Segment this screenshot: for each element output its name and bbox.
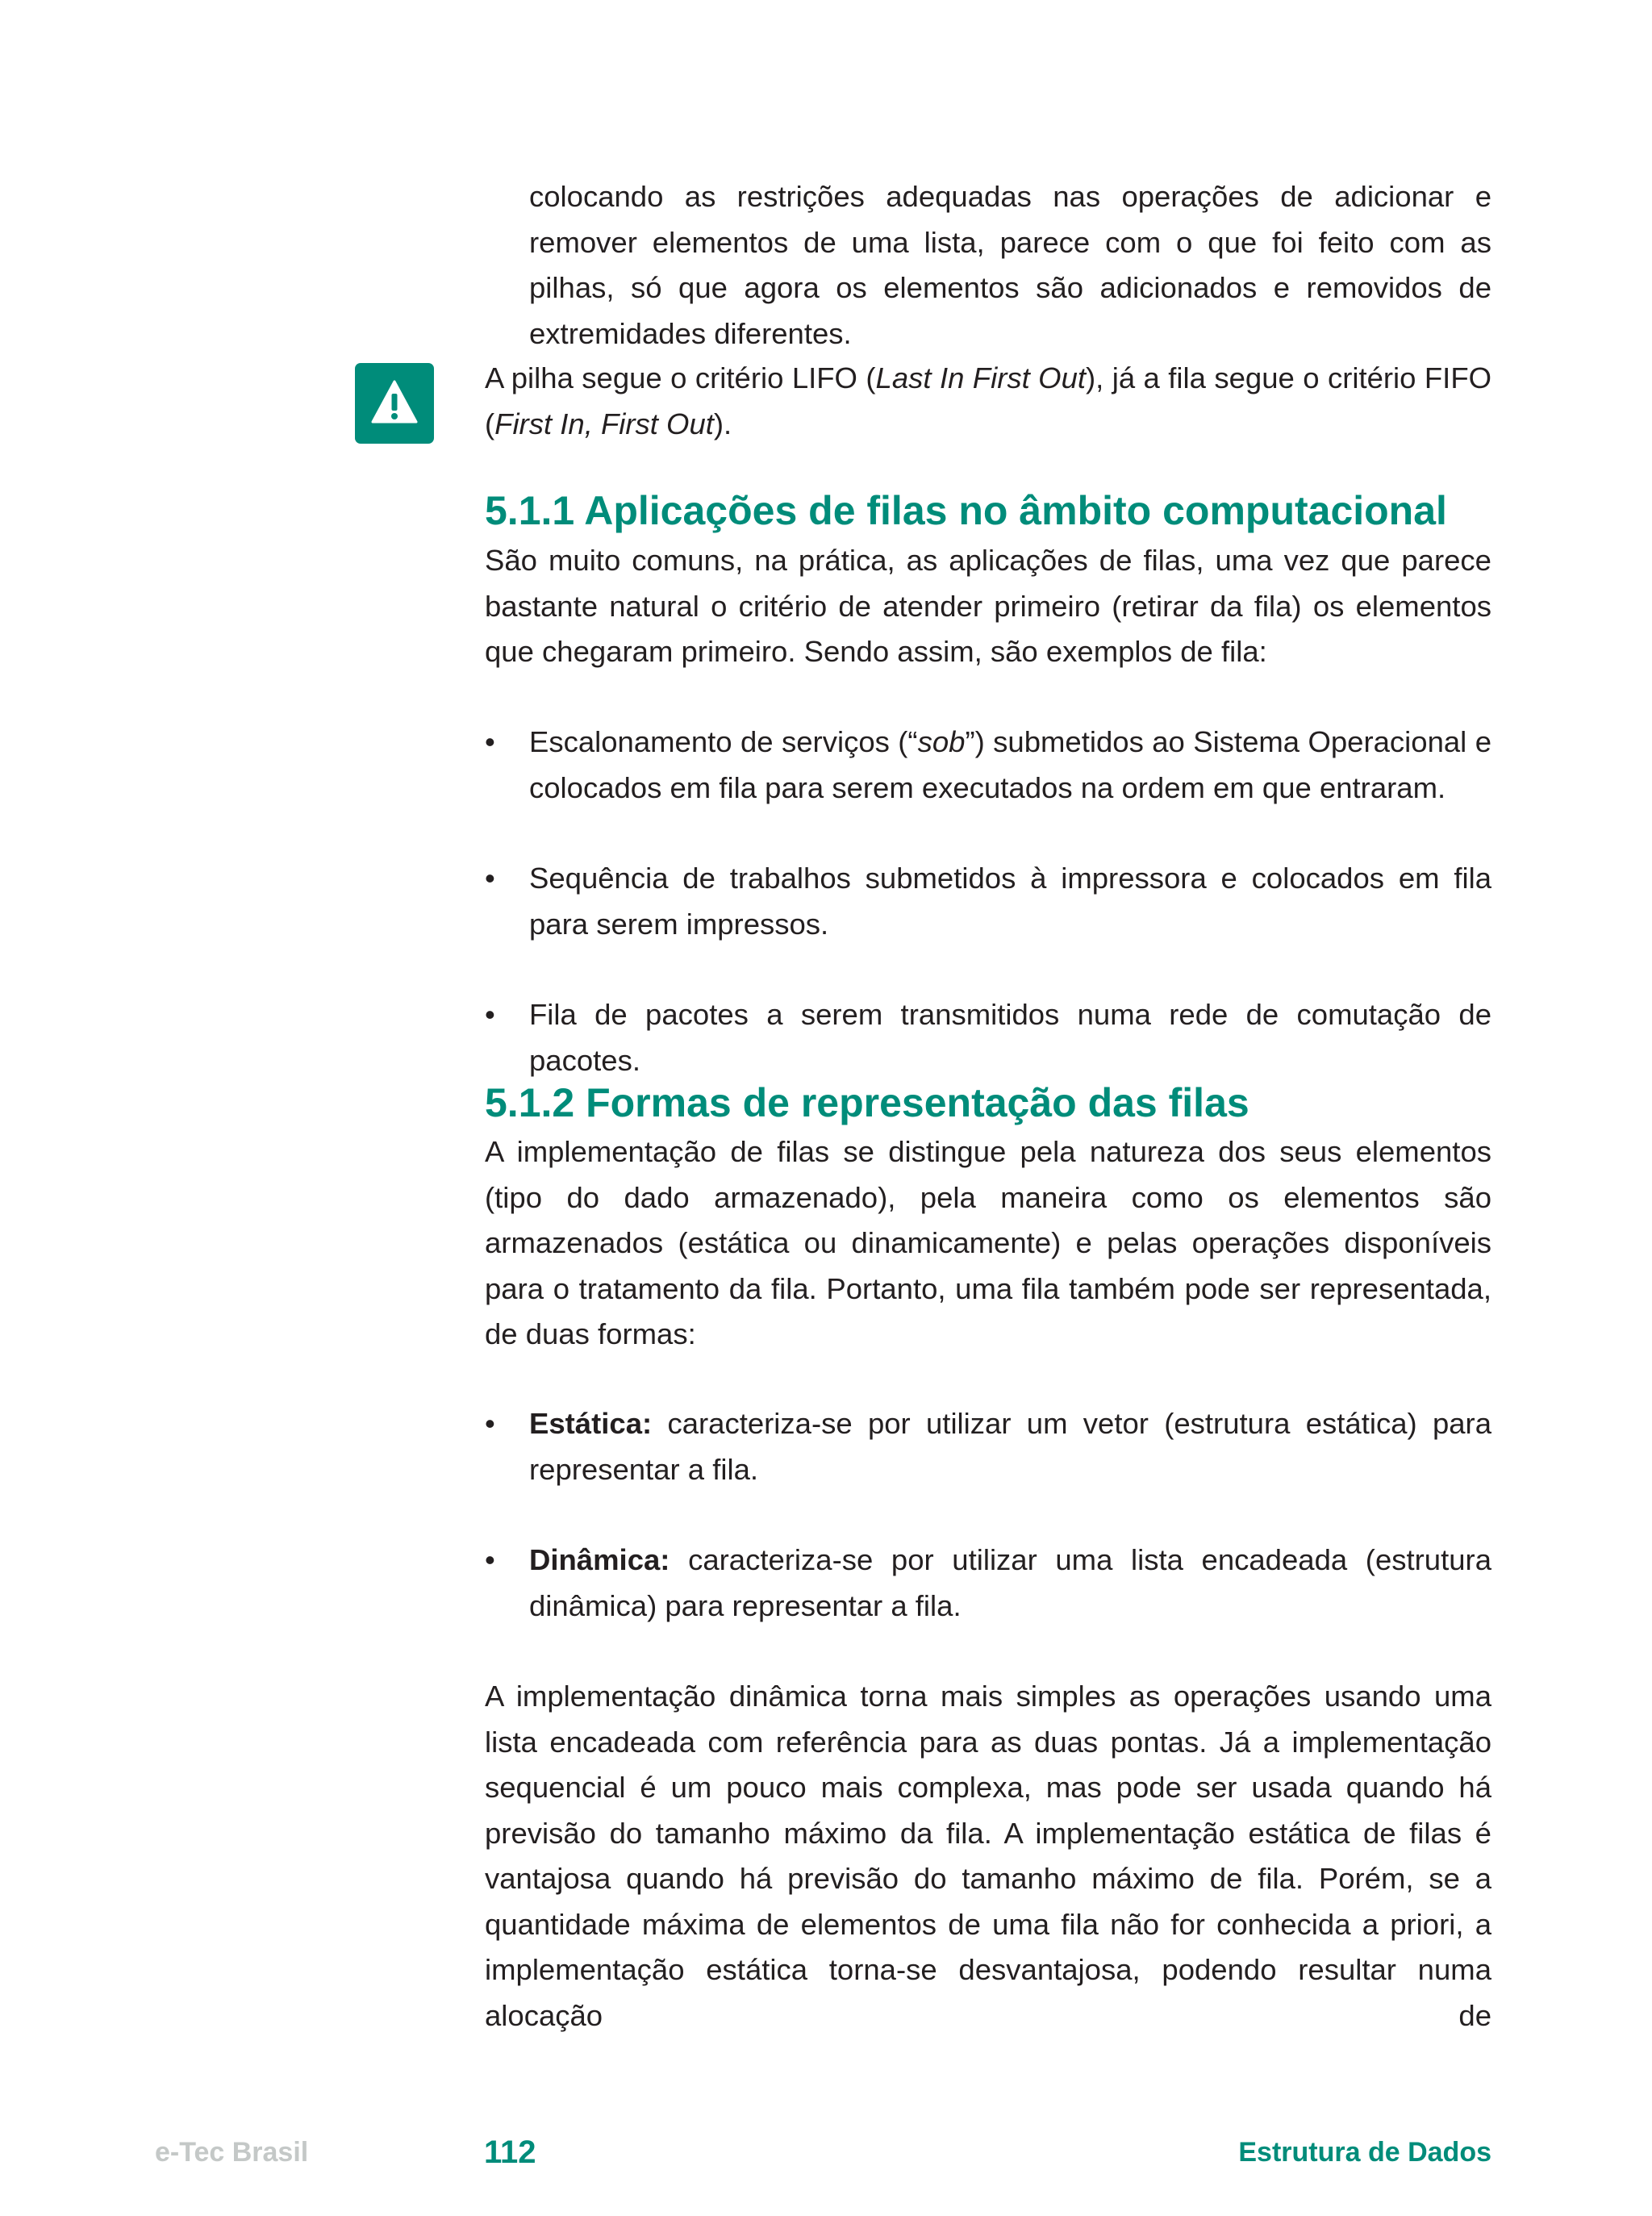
list-item-text: [529, 720, 1491, 811]
bullet-icon: •: [485, 998, 495, 1031]
bullet-icon: •: [485, 725, 495, 758]
list-item-term: Dinâmica:: [529, 1543, 670, 1576]
closing-paragraph: A implementação dinâmica torna mais simples as operações usando uma lista encadeada com referência para as duas pontas. Já a implementação sequencial é um pouco mais complexa, mas pode ser usada quando há previsão do tamanho máximo da fila. A implementação estática de filas é vantajosa quando há previsão do tamanho máximo de fila. Porém, se a quantidade máxima de elementos de uma fila não for conhecida a priori, a implementação estática torna-se desvantajosa, podendo resultar numa alocação de: [485, 1680, 1491, 2032]
list-item-text-part: Escalonamento de serviços (“: [529, 725, 918, 758]
list-item-term: Estática:: [529, 1407, 653, 1440]
note-text-part: A pilha segue o critério LIFO (: [485, 361, 876, 394]
list-item-text: [529, 1538, 1491, 1629]
section1-paragraph: São muito comuns, na prática, as aplicações de filas, uma vez que parece bastante natural o critério de atender primeiro (retirar da fila) os elementos que chegaram primeiro. Sendo assim, são exemplos de fila:: [485, 544, 1491, 668]
list-item-italic: sob: [917, 725, 966, 758]
note-text-part: ).: [713, 407, 732, 440]
list-item-text: [529, 1401, 1491, 1492]
list-item-text-part: caracteriza-se por utilizar um vetor (estrutura estática) para representar a fila.: [529, 1407, 1491, 1486]
note-italic-lifo: Last In First Out: [875, 361, 1087, 394]
note-text-part: ), já a fila segue o critério FIFO (: [485, 361, 1492, 440]
bullet-icon: •: [485, 1407, 495, 1440]
footer-publisher: e-Tec Brasil: [155, 2137, 309, 2168]
note-italic-fifo: First In, First Out: [494, 407, 714, 440]
warning-icon: [355, 363, 434, 444]
list-item-text: Sequência de trabalhos submetidos à impressora e colocados em fila para serem impressos.: [529, 862, 1491, 941]
list-item-text-part: ”) submetidos ao Sistema Operacional e colocados em fila para serem executados na ordem em que entraram.: [529, 725, 1491, 804]
section-heading-formas: 5.1.2 Formas de representação das filas: [485, 1080, 1249, 1125]
list-item-text: Fila de pacotes a serem transmitidos numa rede de comutação de pacotes.: [529, 998, 1491, 1077]
section2-paragraph: A implementação de filas se distingue pela natureza dos seus elementos (tipo do dado armazenado), pela maneira como os elementos são armazenados (estática ou dinamicamente) e pelas operações disponíveis para o tratamento da fila. Portanto, uma fila também pode ser representada, de duas formas:: [485, 1135, 1491, 1350]
footer-book-title: Estrutura de Dados: [1238, 2137, 1491, 2168]
continuation-paragraph: colocando as restrições adequadas nas operações de adicionar e remover elementos de uma lista, parece com o que foi feito com as pilhas, só que agora os elementos são adicionados e removidos de extremidades diferentes.: [529, 180, 1491, 350]
list-item-text-part: caracteriza-se por utilizar uma lista encadeada (estrutura dinâmica) para representar a fila.: [529, 1543, 1491, 1622]
bullet-icon: •: [485, 862, 495, 895]
section-heading-aplicacoes: 5.1.1 Aplicações de filas no âmbito computacional: [485, 488, 1447, 533]
note-text: [485, 356, 1491, 447]
bullet-icon: •: [485, 1543, 495, 1576]
page-number: 112: [484, 2135, 536, 2170]
